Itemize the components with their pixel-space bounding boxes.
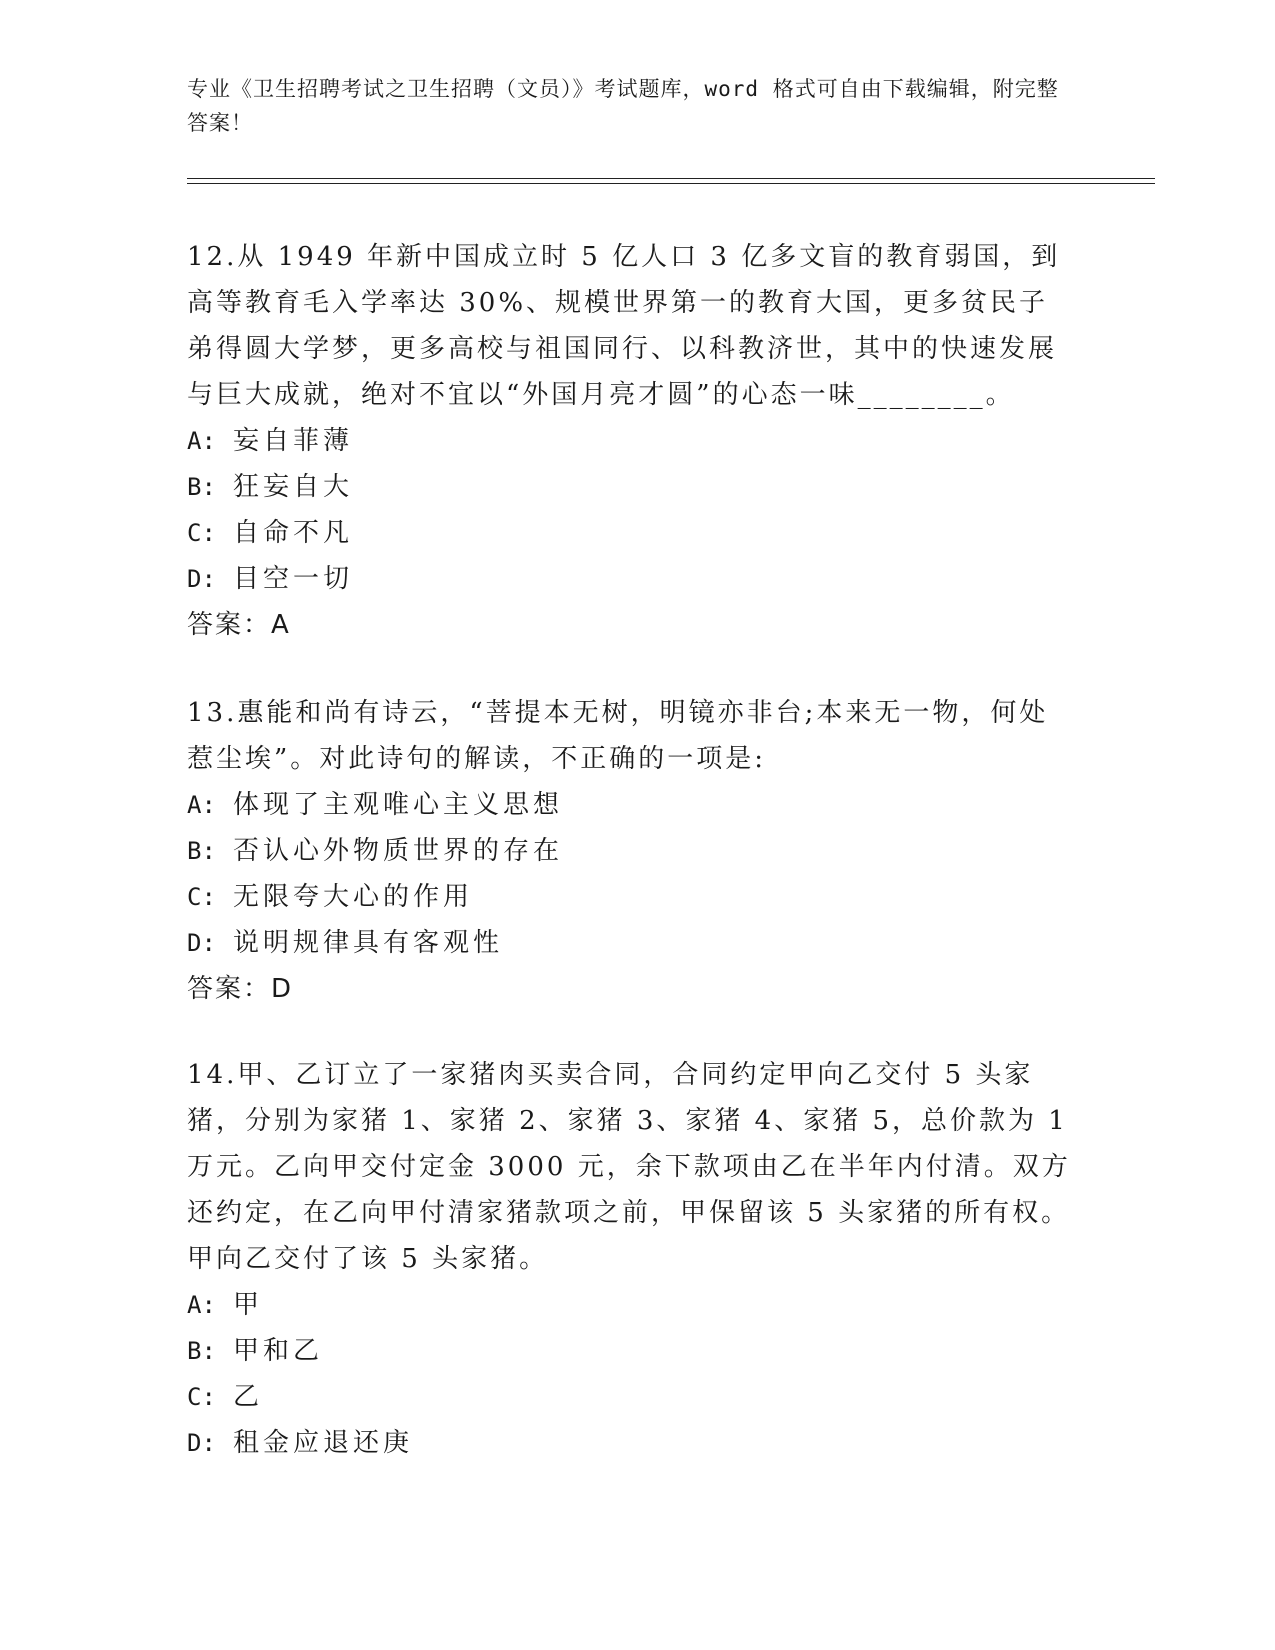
option-c	[187, 1374, 1077, 1420]
option-key: A:	[187, 791, 216, 819]
option-key: D:	[187, 565, 216, 593]
question-12	[187, 234, 1077, 648]
option-key: D:	[187, 1429, 216, 1457]
option-d	[187, 920, 1077, 966]
option-text: 体现了主观唯心主义思想	[233, 790, 564, 820]
option-text: 无限夸大心的作用	[233, 882, 474, 912]
option-d	[187, 1420, 1077, 1466]
option-text: 乙	[233, 1382, 264, 1412]
question-13	[187, 690, 1077, 1012]
option-key: B:	[187, 837, 216, 865]
option-b	[187, 828, 1077, 874]
option-b	[187, 464, 1077, 510]
option-text: 甲和乙	[233, 1336, 324, 1366]
question-14	[187, 1052, 1077, 1466]
option-a	[187, 1282, 1077, 1328]
option-text: 目空一切	[233, 564, 354, 594]
option-text: 租金应退还庚	[233, 1428, 414, 1458]
question-text: 14.甲、乙订立了一家猪肉买卖合同，合同约定甲向乙交付 5 头家猪，分别为家猪 1、家猪 2、家猪 3、家猪 4、家猪 5，总价款为 1 万元。乙向甲交付定金 3000 元，余下款项由乙在半年内付清。双方还约定，在乙向甲付清家猪款项之前，甲保留该 5 头家猪的所有权。甲向乙交付了该 5 头家猪。	[187, 1060, 1071, 1274]
option-text: 狂妄自大	[233, 472, 354, 502]
question-text: 12.从 1949 年新中国成立时 5 亿人口 3 亿多文盲的教育弱国，到高等教育毛入学率达 30%、规模世界第一的教育大国，更多贫民子弟得圆大学梦，更多高校与祖国同行、以科教济世，其中的快速发展与巨大成就，绝对不宜以“外国月亮才圆”的心态一味________。	[187, 242, 1061, 410]
option-text: 自命不凡	[233, 518, 354, 548]
option-key: B:	[187, 473, 216, 501]
option-text: 妄自菲薄	[233, 426, 354, 456]
header-divider-bottom	[187, 183, 1155, 184]
option-key: C:	[187, 1383, 216, 1411]
option-a	[187, 782, 1077, 828]
option-key: D:	[187, 929, 216, 957]
header-divider-top	[187, 178, 1155, 179]
option-key: A:	[187, 427, 216, 455]
option-c	[187, 874, 1077, 920]
option-c	[187, 510, 1077, 556]
option-d	[187, 556, 1077, 602]
question-text: 13.惠能和尚有诗云，“菩提本无树，明镜亦非台;本来无一物，何处惹尘埃”。对此诗句的解读，不正确的一项是:	[187, 698, 1049, 774]
option-b	[187, 1328, 1077, 1374]
option-key: C:	[187, 519, 216, 547]
option-key: A:	[187, 1291, 216, 1319]
option-key: C:	[187, 883, 216, 911]
option-a	[187, 418, 1077, 464]
answer-label: 答案：A	[187, 610, 291, 640]
option-text: 否认心外物质世界的存在	[233, 836, 564, 866]
option-text: 说明规律具有客观性	[233, 928, 504, 958]
document-header: 专业《卫生招聘考试之卫生招聘（文员）》考试题库，word 格式可自由下载编辑，附完整答案！	[187, 77, 1059, 135]
option-text: 甲	[233, 1290, 264, 1320]
answer-label: 答案：D	[187, 974, 294, 1004]
option-key: B:	[187, 1337, 216, 1365]
